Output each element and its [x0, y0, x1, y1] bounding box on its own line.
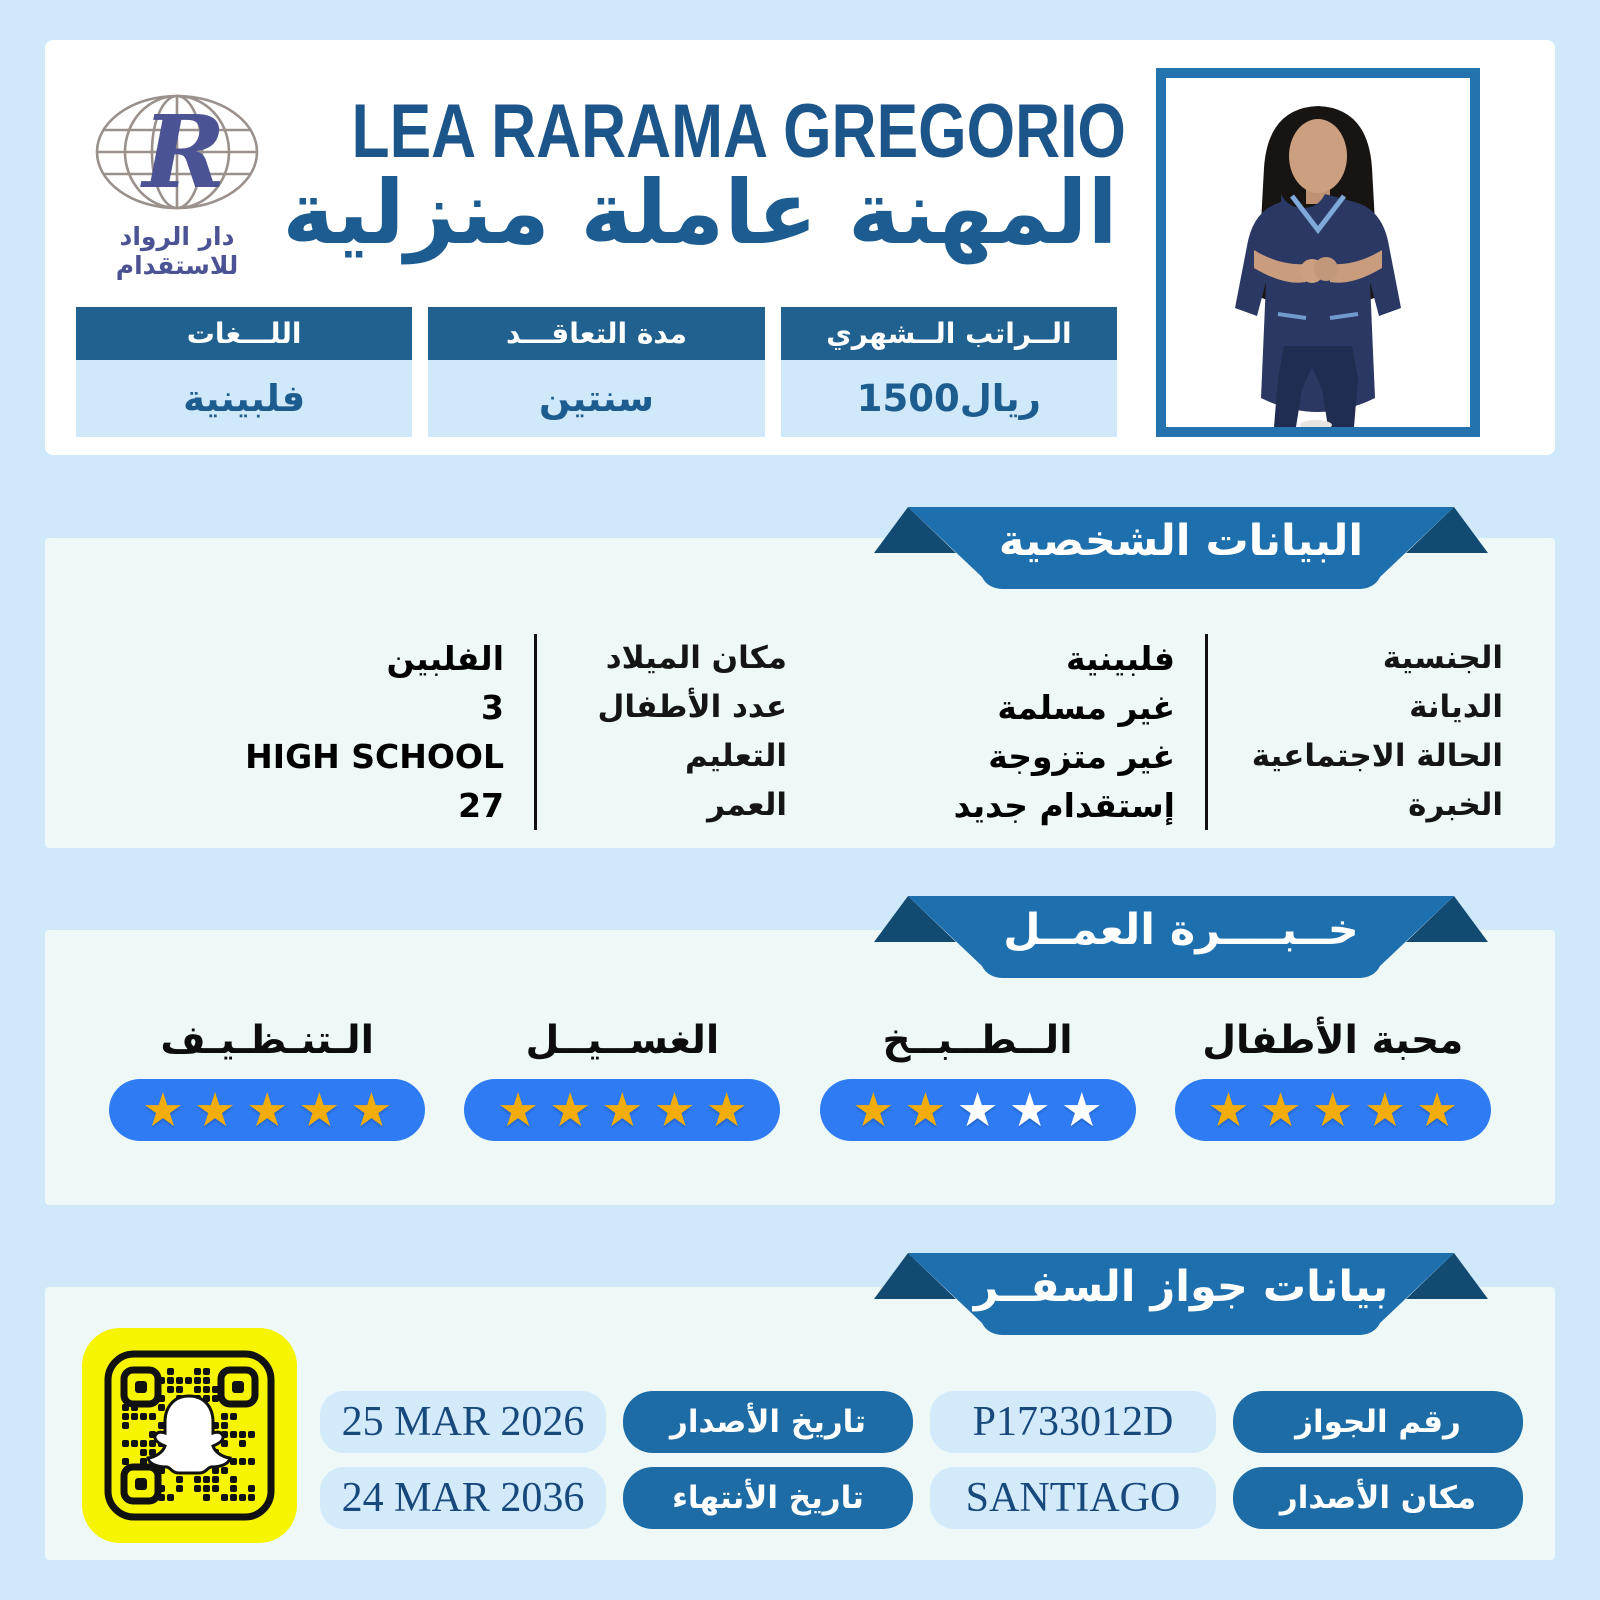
passport-number-value: P1733012D [930, 1391, 1216, 1453]
passport-row-1 [320, 1391, 1523, 1453]
header-card [45, 40, 1555, 455]
education-label: التعليم [684, 738, 787, 774]
skill-children-care: محبة الأطفال ★ ★ ★ ★ ★ [1175, 1018, 1491, 1141]
skill-laundry: الغســيــل ★ ★ ★ ★ ★ [464, 1018, 780, 1141]
rating-children-care [1175, 1079, 1491, 1141]
skills-row [70, 1018, 1530, 1141]
personal-data-title: البيانات الشخصية [998, 516, 1364, 566]
birthplace-label: مكان الميلاد [605, 640, 787, 676]
expiry-date-value: 24 MAR 2036 [320, 1467, 606, 1529]
marital-status-label: الحالة الاجتماعية [1251, 738, 1503, 774]
star-filled-icon: ★ [549, 1082, 592, 1138]
star-empty-icon: ★ [1008, 1082, 1051, 1138]
star-filled-icon: ★ [350, 1082, 393, 1138]
children-count-value: 3 [481, 688, 504, 727]
personal-labels [1205, 634, 1503, 830]
summary-boxes [76, 307, 1117, 437]
religion-value: غير مسلمة [997, 688, 1175, 727]
age-value: 27 [458, 786, 504, 825]
religion-label: الديانة [1409, 689, 1503, 725]
issue-place-value: SANTIAGO [930, 1467, 1216, 1529]
star-empty-icon: ★ [1060, 1082, 1103, 1138]
agency-name: دار الرواد للاستقدام [115, 222, 239, 280]
star-filled-icon: ★ [497, 1082, 540, 1138]
star-filled-icon: ★ [1259, 1082, 1302, 1138]
rating-cleaning [109, 1079, 425, 1141]
star-filled-icon: ★ [1311, 1082, 1354, 1138]
snapcode-icon [82, 1328, 297, 1543]
star-filled-icon: ★ [246, 1082, 289, 1138]
star-filled-icon: ★ [1415, 1082, 1459, 1138]
languages-label: اللـــغات [76, 307, 412, 360]
age-label: العمر [707, 787, 787, 823]
profession-title: المهنة عاملة منزلية [282, 161, 1118, 264]
personal-fields-right [875, 634, 1503, 830]
star-filled-icon: ★ [298, 1082, 341, 1138]
birthplace-value: الفلبين [386, 639, 504, 678]
star-filled-icon: ★ [141, 1082, 184, 1138]
star-filled-icon: ★ [852, 1082, 895, 1138]
rating-laundry [464, 1079, 780, 1141]
experience-value: إستقدام جديد [953, 786, 1175, 825]
star-filled-icon: ★ [705, 1082, 748, 1138]
nationality-value: فلبينية [1066, 639, 1175, 678]
star-filled-icon: ★ [1207, 1082, 1250, 1138]
star-filled-icon: ★ [193, 1082, 237, 1138]
experience-label: الخبرة [1408, 787, 1503, 823]
issue-date-label: تاريخ الأصدار [623, 1391, 913, 1453]
star-filled-icon: ★ [601, 1082, 644, 1138]
salary-box [781, 307, 1117, 437]
personal-labels [534, 634, 787, 830]
salary-value: 1500ريال [781, 360, 1117, 437]
contract-duration-label: مدة التعاقـــد [428, 307, 764, 360]
languages-box [76, 307, 412, 437]
personal-values [875, 634, 1205, 830]
skill-cleaning: الـتنـظـيـف ★ ★ ★ ★ ★ [109, 1018, 425, 1141]
issue-date-value: 25 MAR 2026 [320, 1391, 606, 1453]
personal-data-ribbon [872, 497, 1490, 597]
worker-name: LEA RARAMA GREGORIO [351, 89, 1126, 174]
star-filled-icon: ★ [1363, 1082, 1406, 1138]
globe-logo-icon [92, 92, 262, 214]
rating-cooking [820, 1079, 1136, 1141]
languages-value: فلبينية [76, 360, 412, 437]
salary-label: الــراتب الــشهري [781, 307, 1117, 360]
education-value: HIGH SCHOOL [245, 737, 504, 776]
passport-data-ribbon [872, 1243, 1490, 1343]
work-experience-title: خــبــــرة العمــل [1003, 905, 1359, 955]
passport-fields [320, 1391, 1523, 1529]
worker-portrait-illustration [1166, 78, 1470, 427]
children-count-label: عدد الأطفال [597, 689, 787, 725]
star-filled-icon: ★ [904, 1082, 947, 1138]
personal-fields-left [204, 634, 787, 830]
logo-monogram: R [142, 93, 226, 211]
agency-logo [92, 92, 262, 280]
issue-place-label: مكان الأصدار [1233, 1467, 1523, 1529]
expiry-date-label: تاريخ الأنتهاء [623, 1467, 913, 1529]
contract-duration-value: سنتين [428, 360, 764, 437]
personal-values [204, 634, 534, 830]
passport-data-title: بيانات جواز السفــر [973, 1262, 1389, 1312]
passport-row-2 [320, 1467, 1523, 1529]
contract-duration-box [428, 307, 764, 437]
work-experience-ribbon [872, 886, 1490, 986]
nationality-label: الجنسية [1382, 640, 1503, 676]
star-filled-icon: ★ [653, 1082, 696, 1138]
worker-photo [1156, 68, 1480, 437]
snapchat-qr-code [82, 1328, 297, 1543]
star-empty-icon: ★ [956, 1082, 999, 1138]
marital-status-value: غير متزوجة [988, 737, 1175, 776]
passport-number-label: رقم الجواز [1233, 1391, 1523, 1453]
skill-cooking: الــطــبــخ ★ ★ ★ ★ ★ [820, 1018, 1136, 1141]
